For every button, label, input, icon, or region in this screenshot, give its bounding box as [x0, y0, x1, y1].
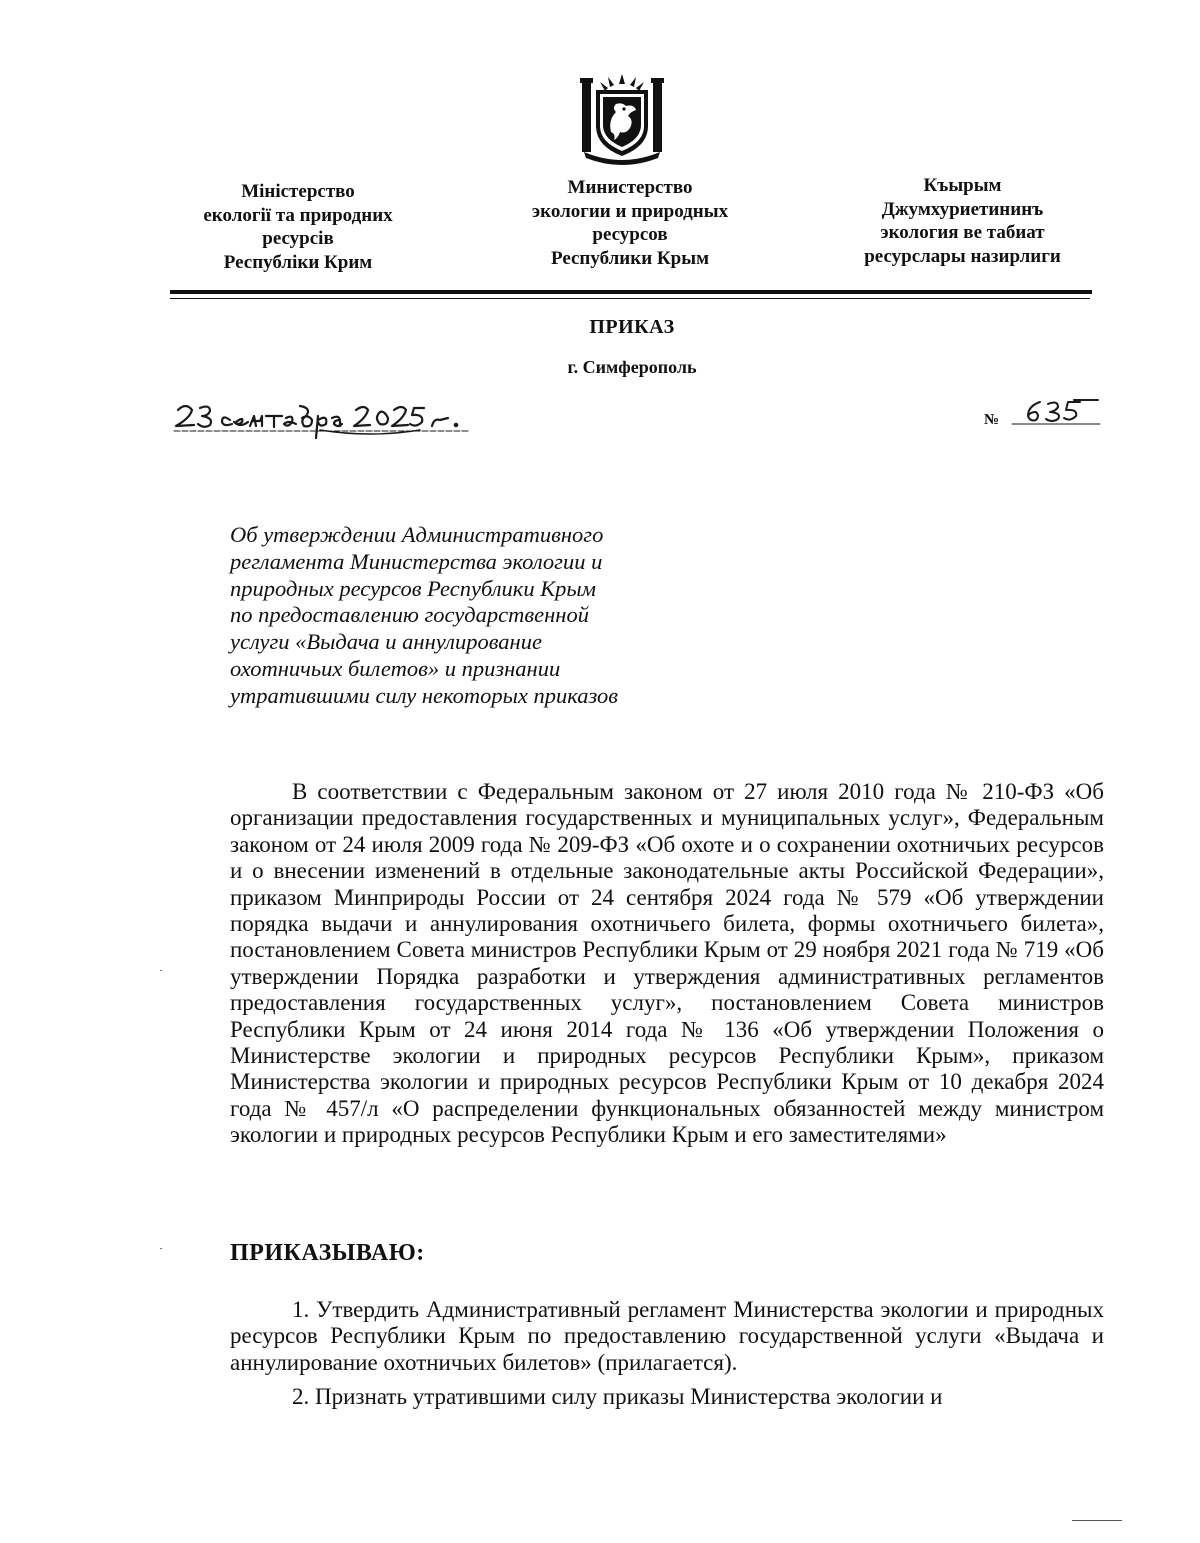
handwritten-date [170, 398, 510, 448]
order-item-2: 2. Признать утратившими силу приказы Министерства экологии и [292, 1384, 943, 1409]
document-city: г. Симферополь [567, 357, 697, 377]
subject-line: регламента Министерства экологии и [230, 548, 603, 574]
header-right-line: экология ве табиат [880, 222, 1045, 243]
header-left-line: Міністерство [241, 181, 355, 202]
subject-line: Об утверждении Административного [230, 522, 604, 547]
header-middle-line: ресурсов [592, 224, 668, 245]
header-divider-thick [170, 290, 1092, 294]
scan-artifact [1072, 1520, 1122, 1521]
order-directive-heading: ПРИКАЗЫВАЮ: [230, 1240, 425, 1266]
subject-line: утратившими силу некоторых приказов [230, 682, 618, 708]
handwritten-order-number [1008, 396, 1102, 432]
document-type-title: ПРИКАЗ [589, 316, 675, 338]
header-middle-line: экологии и природных [531, 200, 729, 222]
header-ukrainian-ministry-name [178, 180, 418, 274]
order-item-1: 1. Утвердить Административный регламент Министерства экологии и природных ресурсов Республики Крым по предоставлению государственной услуги «Выдача и аннулирование охотничьих билетов» (прилагается). [230, 1297, 1104, 1375]
header-middle-line: Министерство [567, 177, 693, 198]
number-sign: № [984, 412, 1000, 428]
scan-artifact [160, 1248, 162, 1249]
header-crimean-tatar-ministry-name [835, 174, 1090, 268]
header-divider-thin [170, 298, 1090, 299]
header-left-line: ресурсів [262, 228, 334, 249]
order-number-block [984, 396, 1104, 436]
header-left-line: Республіки Крим [223, 251, 373, 273]
header-left-line: екології та природних [203, 204, 393, 226]
header-right-line: ресурслары назирлиги [864, 245, 1061, 267]
subject-line: природных ресурсов Республики Крым [230, 575, 596, 601]
order-subject [230, 522, 690, 710]
header-right-line: Къырым [923, 175, 1002, 196]
subject-line: охотничьих билетов» и признании [230, 655, 561, 681]
header-russian-ministry-name [500, 176, 760, 270]
scan-artifact [160, 970, 162, 971]
preamble-paragraph: В соответствии с Федеральным законом от 27 июля 2010 года № 210-ФЗ «Об организации предоставления государственных и муниципальных услуг», Федеральным законом от 24 июля 2009 года № 209-ФЗ «Об охоте и о сохранении охотничьих ресурсов и о внесении изменений в отдельные законодательные акты Российской Федерации», приказом Минприроды России от 24 сентября 2024 года № 579 «Об утверждении порядка выдачи и аннулирования охотничьего билета, формы охотничьего билета», постановлением Совета министров Республики Крым от 29 ноября 2021 года № 719 «Об утверждении Порядка разработки и утверждения административных регламентов предоставления государственных услуг», постановлением Совета министров Республики Крым от 24 июня 2014 года № 136 «Об утверждении Положения о Министерстве экологии и природных ресурсов Республики Крым», приказом Министерства экологии и природных ресурсов Республики Крым от 10 декабря 2024 года № 457/л «О распределении функциональных обязанностей между министром экологии и природных ресурсов Республики Крым и его заместителями» [230, 779, 1104, 1148]
subject-line: услуги «Выдача и аннулирование [230, 629, 542, 655]
header-middle-line: Республики Крым [550, 247, 710, 269]
crimea-coat-of-arms-icon [578, 72, 666, 166]
header-right-line: Джумхуриетининъ [881, 198, 1044, 220]
subject-line: по предоставлению государственной [230, 602, 589, 628]
